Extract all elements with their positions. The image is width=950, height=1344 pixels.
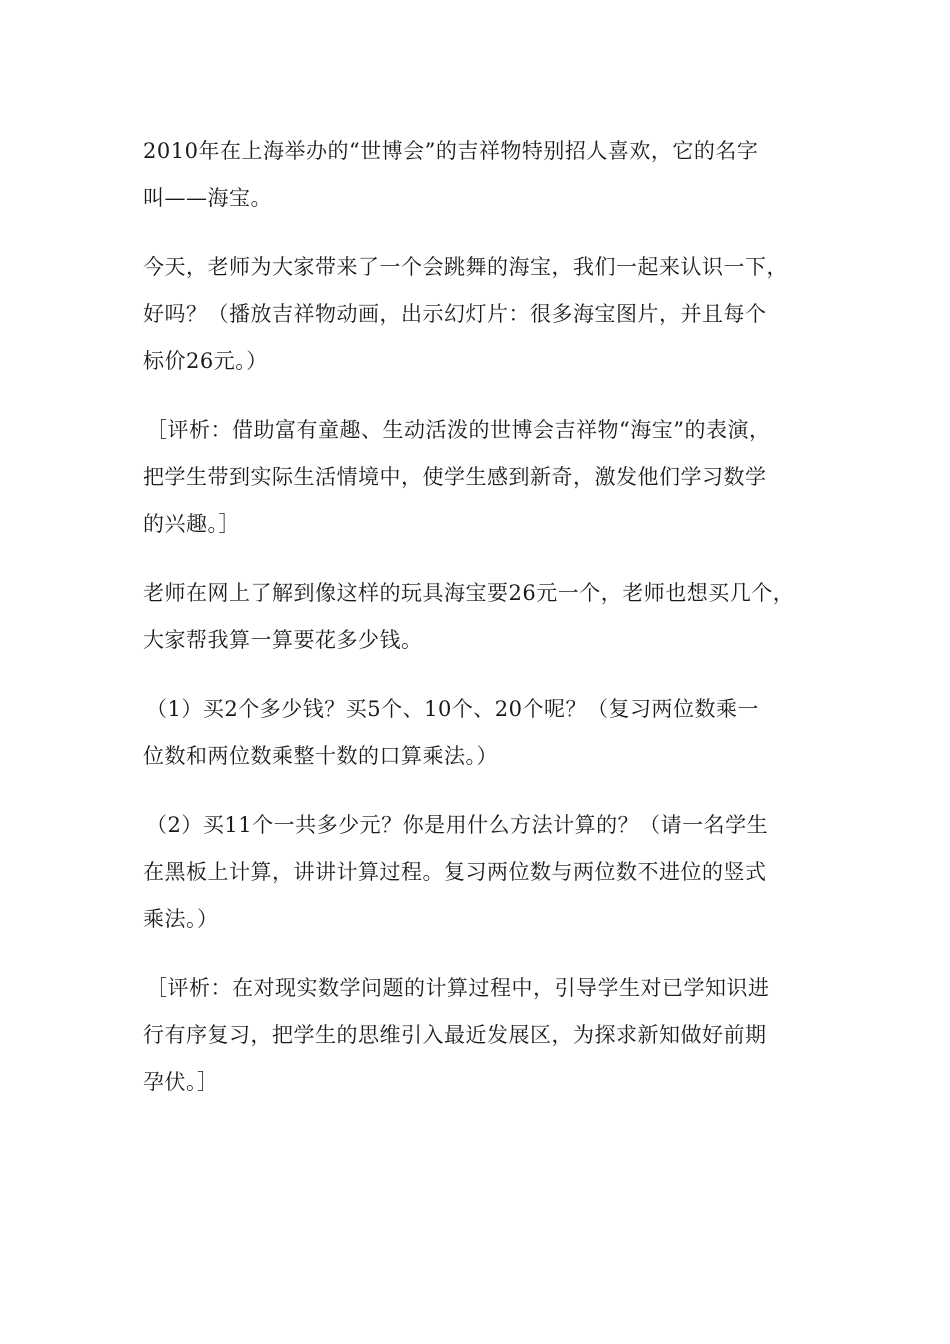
paragraph-line: （2）买11个一共多少元？你是用什么方法计算的？（请一名学生 bbox=[146, 813, 769, 837]
paragraph-line: 位数和两位数乘整十数的口算乘法。） bbox=[143, 744, 498, 768]
paragraph-line: 好吗？（播放吉祥物动画，出示幻灯片：很多海宝图片，并且每个 bbox=[143, 302, 767, 326]
paragraph-line: 乘法。） bbox=[143, 907, 219, 931]
paragraph-line: 标价26元。） bbox=[143, 349, 268, 373]
paragraph-line: ［评析：借助富有童趣、生动活泼的世博会吉祥物“海宝”的表演， bbox=[146, 418, 771, 442]
question-2 bbox=[143, 802, 823, 943]
paragraph-line: 老师在网上了解到像这样的玩具海宝要26元一个，老师也想买几个， bbox=[143, 581, 795, 605]
question-1 bbox=[143, 686, 823, 780]
paragraph-line: （1）买2个多少钱？买5个、10个、20个呢？（复习两位数乘一 bbox=[146, 697, 760, 721]
paragraph-line: 的兴趣。］ bbox=[143, 512, 240, 536]
paragraph-line: ［评析：在对现实数学问题的计算过程中，引导学生对已学知识进 bbox=[146, 976, 770, 1000]
document-page bbox=[143, 128, 823, 1128]
paragraph-line: 叫——海宝。 bbox=[143, 186, 272, 210]
intro-paragraph bbox=[143, 128, 823, 222]
commentary-2 bbox=[143, 965, 823, 1106]
paragraph-line: 在黑板上计算，讲讲计算过程。复习两位数与两位数不进位的竖式 bbox=[143, 860, 767, 884]
paragraph-line: 今天，老师为大家带来了一个会跳舞的海宝，我们一起来认识一下， bbox=[143, 255, 788, 279]
paragraph-line: 大家帮我算一算要花多少钱。 bbox=[143, 628, 423, 652]
purchase-question-paragraph bbox=[143, 570, 823, 664]
paragraph-line: 孕伏。］ bbox=[143, 1070, 219, 1094]
dancing-haibao-paragraph bbox=[143, 244, 823, 385]
paragraph-line: 行有序复习，把学生的思维引入最近发展区，为探求新知做好前期 bbox=[143, 1023, 767, 1047]
paragraph-line: 2010年在上海举办的“世博会”的吉祥物特别招人喜欢，它的名字 bbox=[143, 139, 759, 163]
paragraph-line: 把学生带到实际生活情境中，使学生感到新奇，激发他们学习数学 bbox=[143, 465, 767, 489]
commentary-1 bbox=[143, 407, 823, 548]
